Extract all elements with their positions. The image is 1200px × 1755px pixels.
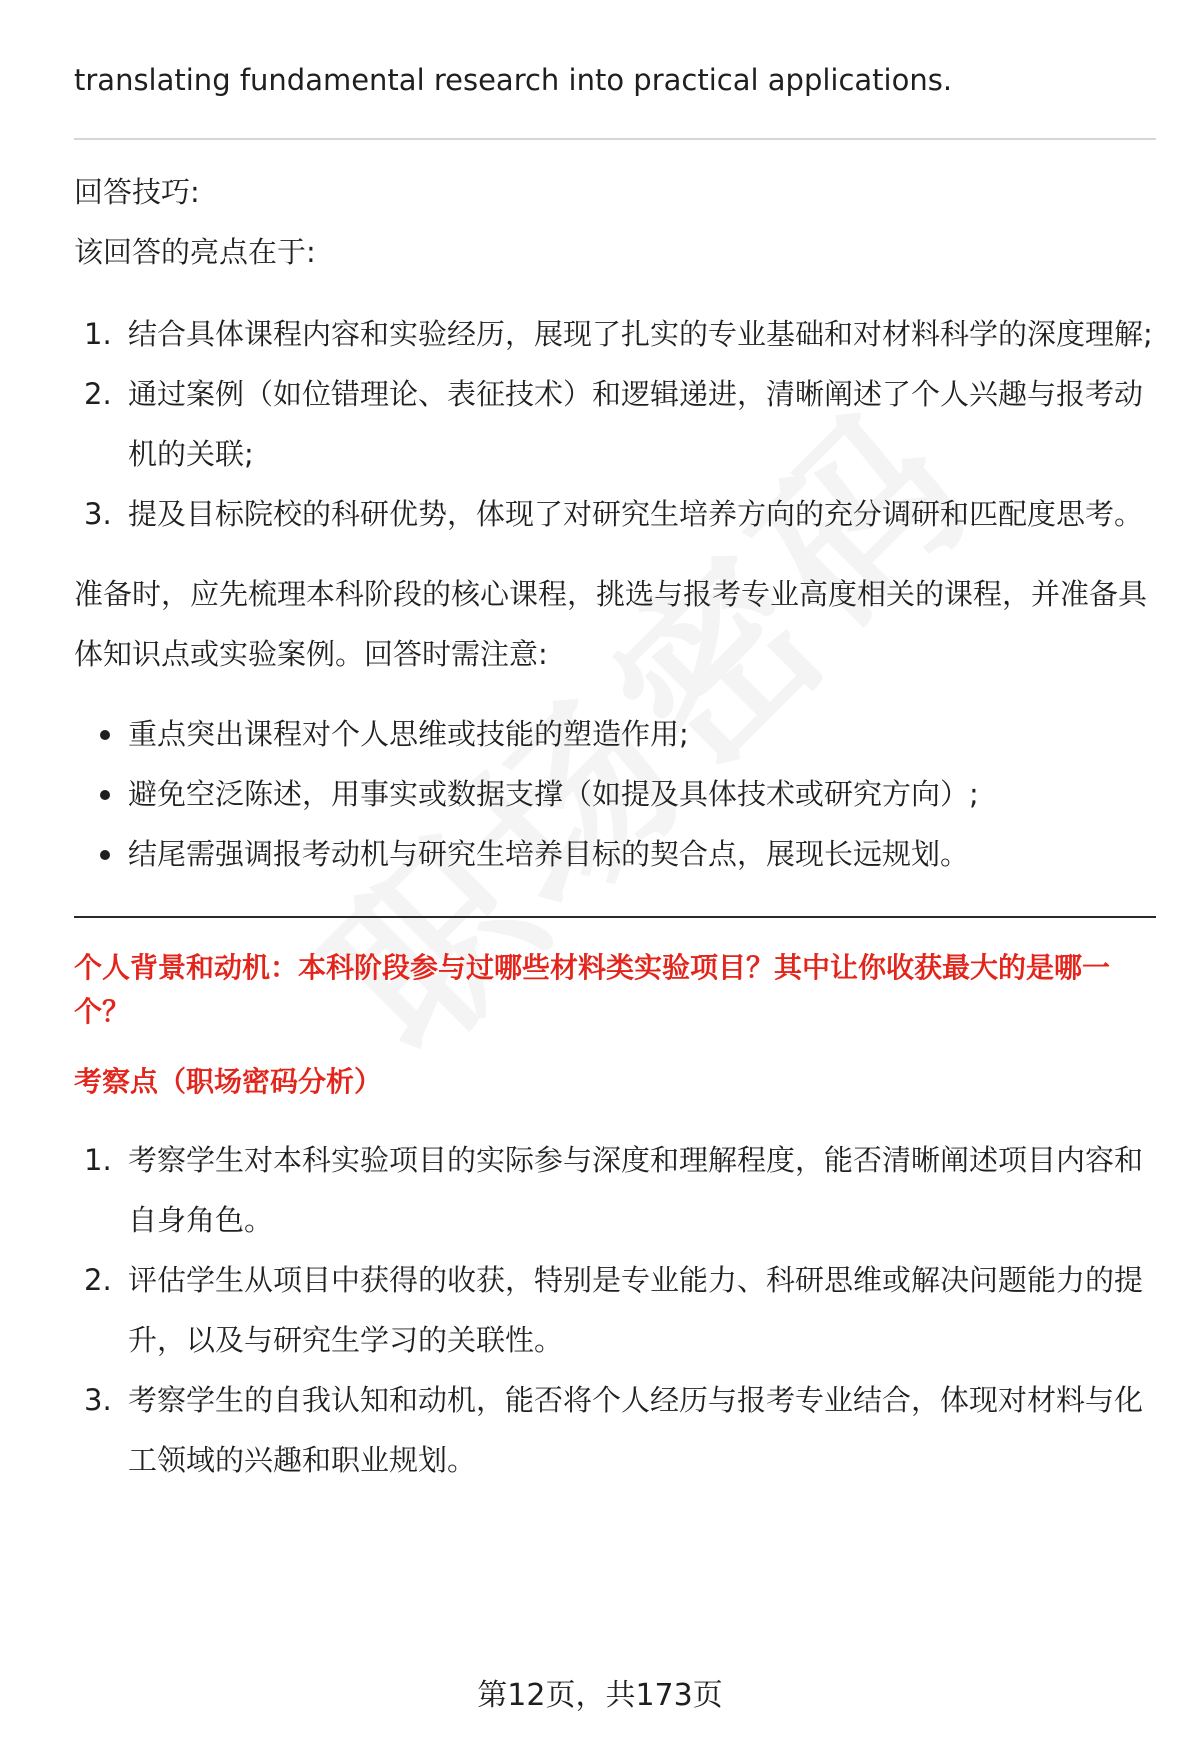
list-item (74, 484, 1156, 544)
document-page (74, 0, 1156, 1490)
list-item (74, 1250, 1156, 1370)
list-item (74, 1370, 1156, 1490)
list-text: 通过案例（如位错理论、表征技术）和逻辑递进，清晰阐述了个人兴趣与报考动机的关联; (128, 377, 1144, 471)
bullet-dot (100, 850, 110, 860)
list-text: 结合具体课程内容和实验经历，展现了扎实的专业基础和对材料科学的深度理解; (128, 317, 1153, 351)
list-number: 3. (84, 497, 112, 531)
question-heading: 个人背景和动机：本科阶段参与过哪些材料类实验项目？其中让你收获最大的是哪一个？ (74, 951, 1111, 1028)
list-number: 2. (84, 1263, 112, 1297)
top-text: translating fundamental research into practical applications. (74, 63, 953, 97)
list-text: 评估学生从项目中获得的收获，特别是专业能力、科研思维或解决问题能力的提升，以及与研究生学习的关联性。 (128, 1263, 1144, 1357)
page-footer: 第12页，共173页 (477, 1678, 723, 1713)
list-item (74, 304, 1156, 364)
bullet-list (74, 704, 1156, 884)
list-number: 3. (84, 1383, 112, 1417)
bullet-item (74, 824, 1156, 884)
highlight-intro: 该回答的亮点在于: (74, 235, 316, 269)
list-item (74, 1130, 1156, 1250)
bullet-dot (100, 730, 110, 740)
list-text: 提及目标院校的科研优势，体现了对研究生培养方向的充分调研和匹配度思考。 (128, 497, 1144, 531)
prep-paragraph: 准备时，应先梳理本科阶段的核心课程，挑选与报考专业高度相关的课程，并准备具体知识点或实验案例。回答时需注意: (74, 577, 1148, 671)
tips-title: 回答技巧: (74, 175, 200, 209)
list-number: 1. (84, 317, 112, 351)
bullet-item (74, 704, 1156, 764)
highlight-list (74, 304, 1156, 544)
list-text: 考察学生对本科实验项目的实际参与深度和理解程度，能否清晰阐述项目内容和自身角色。 (128, 1143, 1144, 1237)
bullet-text: 结尾需强调报考动机与研究生培养目标的契合点，展现长远规划。 (128, 837, 970, 871)
bullet-text: 重点突出课程对个人思维或技能的塑造作用; (128, 717, 689, 751)
list-text: 考察学生的自我认知和动机，能否将个人经历与报考专业结合，体现对材料与化工领域的兴趣和职业规划。 (128, 1383, 1144, 1477)
list-item (74, 364, 1156, 484)
analysis-heading: 考察点（职场密码分析） (74, 1065, 383, 1098)
analysis-list (74, 1130, 1156, 1490)
bullet-dot (100, 790, 110, 800)
list-number: 2. (84, 377, 112, 411)
bullet-item (74, 764, 1156, 824)
list-number: 1. (84, 1143, 112, 1177)
bullet-text: 避免空泛陈述，用事实或数据支撑（如提及具体技术或研究方向）; (128, 777, 979, 811)
